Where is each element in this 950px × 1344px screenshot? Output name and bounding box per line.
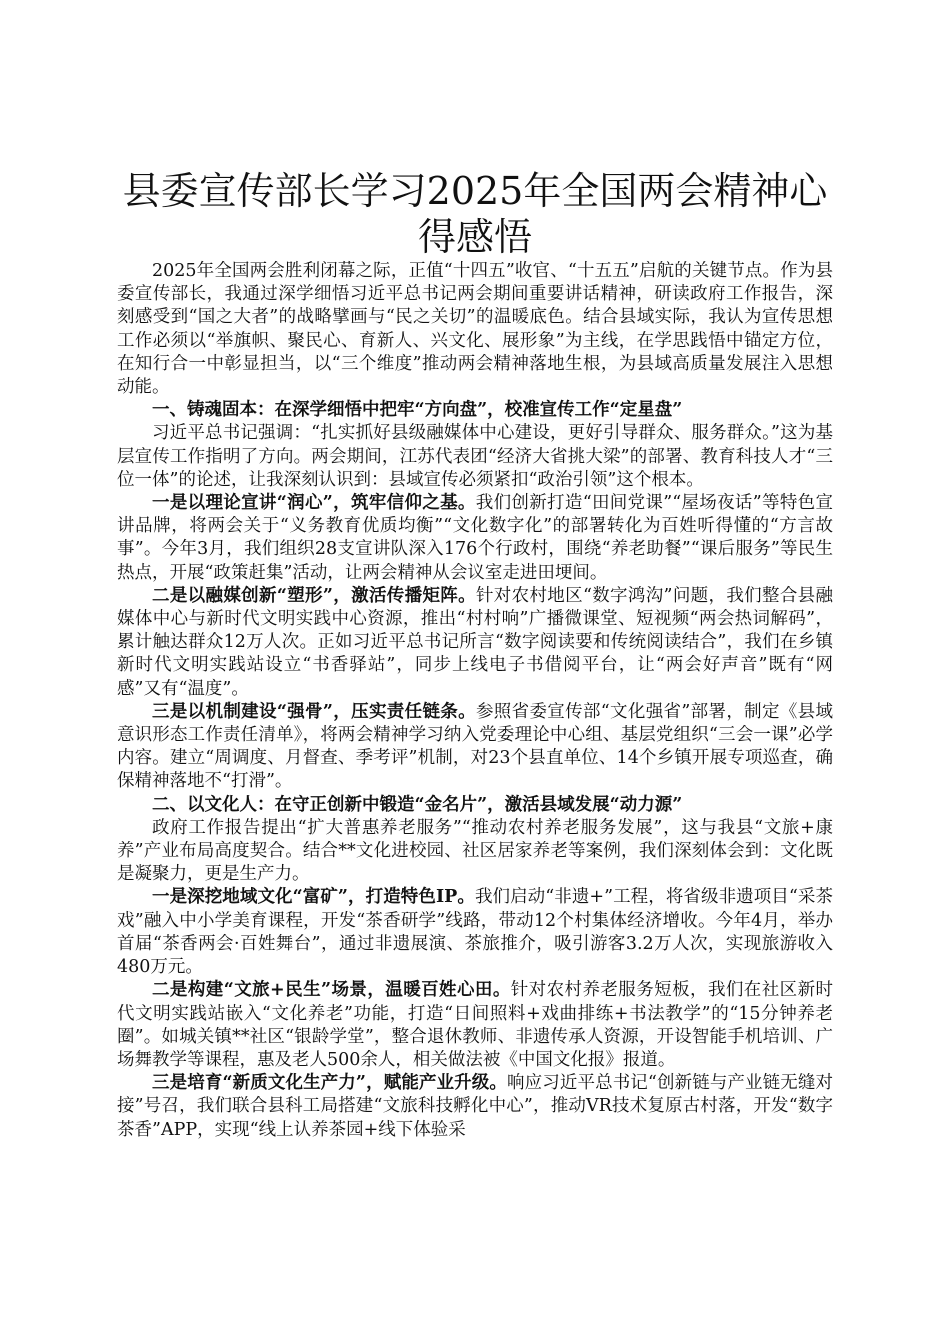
point-lead: 三是以机制建设“强骨”，压实责任链条。 <box>152 701 476 722</box>
point-text: 针对农村地区“数字鸿沟”问题，我们整合县融媒体中心与新时代文明实践中心资源，推出“村村响”广播微课堂、短视频“两会热词解码”，累计触达群众12万人次。正如习近平总书记所言“数字阅读要和传统阅读结合”，我们在乡镇新时代文明实践站设立“书香驿站”，同步上线电子书借阅平台，让“两会好声音”既有“网感”又有“温度”。 <box>117 585 833 699</box>
section2-point-3 <box>117 1072 833 1142</box>
section2-point-1 <box>117 886 833 979</box>
section1-body-paragraph: 习近平总书记强调：“扎实抓好县级融媒体中心建设，更好引导群众、服务群众。”这为基层宣传工作指明了方向。两会期间，江苏代表团“经济大省挑大梁”的部署、教育科技人才“三位一体”的论述，让我深刻认识到：县域宣传必须紧扣“政治引领”这个根本。 <box>117 423 833 490</box>
section-heading-1: 一、铸魂固本：在深学细悟中把牢“方向盘”，校准宣传工作“定星盘” <box>152 400 683 421</box>
section1-point-3 <box>117 701 833 794</box>
point-text: 针对农村养老服务短板，我们在社区新时代文明实践站嵌入“文化养老”功能，打造“日间照料+戏曲排练+书法教学”的“15分钟养老圈”。如城关镇**社区“银龄学堂”，整合退休教师、非遗传承人资源，开设智能手机培训、广场舞教学等课程，惠及老人500余人，相关做法被《中国文化报》报道。 <box>117 980 833 1070</box>
document-content <box>117 168 833 1142</box>
point-lead: 一是深挖地域文化“富矿”，打造特色IP。 <box>152 887 475 908</box>
point-text: 我们创新打造“田间党课”“屋场夜话”等特色宣讲品牌，将两会关于“义务教育优质均衡”“文化数字化”的部署转化为百姓听得懂的“方言故事”。今年3月，我们组织28支宣讲队深入176个行政村，围绕“养老助餐”“课后服务”等民生热点，开展“政策赶集”活动，让两会精神从会议室走进田埂间。 <box>117 493 833 583</box>
point-text: 我们启动“非遗+”工程，将省级非遗项目“采茶戏”融入中小学美育课程，开发“茶香研学”线路，带动12个村集体经济增收。今年4月，举办首届“茶香两会·百姓舞台”，通过非遗展演、茶旅推介，吸引游客3.2万人次，实现旅游收入480万元。 <box>117 887 833 978</box>
intro-paragraph: 2025年全国两会胜利闭幕之际，正值“十四五”收官、“十五五”启航的关键节点。作为县委宣传部长，我通过深学细悟习近平总书记两会期间重要讲话精神，研读政府工作报告，深刻感受到“国之大者”的战略擘画与“民之关切”的温暖底色。结合县域实际，我认为宣传思想工作必须以“举旗帜、聚民心、育新人、兴文化、展形象”为主线，在学思践悟中锚定方位，在知行合一中彰显担当，以“三个维度”推动两会精神落地生根，为县域高质量发展注入思想动能。 <box>117 261 833 398</box>
point-lead: 三是培育“新质文化生产力”，赋能产业升级。 <box>152 1073 508 1094</box>
point-lead: 一是以理论宣讲“润心”，筑牢信仰之基。 <box>152 493 476 514</box>
point-lead: 二是构建“文旅+民生”场景，温暖百姓心田。 <box>152 980 511 1001</box>
point-text: 响应习近平总书记“创新链与产业链无缝对接”号召，我们联合县科工局搭建“文旅科技孵化中心”，推动VR技术复原古村落，开发“数字茶香”APP，实现“线上认养茶园+线下体验采 <box>117 1073 833 1140</box>
section-heading-2: 二、以文化人：在守正创新中锻造“金名片”，激活县域发展“动力源” <box>152 794 683 815</box>
section2-point-2 <box>117 979 833 1072</box>
point-lead: 二是以融媒创新“塑形”，激活传播矩阵。 <box>152 585 476 606</box>
document-title: 县委宣传部长学习2025年全国两会精神心得感悟 <box>122 169 828 259</box>
section1-point-1 <box>117 492 833 585</box>
point-text: 参照省委宣传部“文化强省”部署，制定《县域意识形态工作责任清单》，将两会精神学习纳入党委理论中心组、基层党组织“三会一课”必学内容。建立“周调度、月督查、季考评”机制，对23个县直单位、14个乡镇开展专项巡查，确保精神落地不“打滑”。 <box>117 701 833 792</box>
section2-body-paragraph: 政府工作报告提出“扩大普惠养老服务”“推动农村养老服务发展”，这与我县“文旅+康养”产业布局高度契合。结合**文化进校园、社区居家养老等案例，我们深刻体会到：文化既是凝聚力，更是生产力。 <box>117 817 833 885</box>
section1-point-2 <box>117 585 833 701</box>
